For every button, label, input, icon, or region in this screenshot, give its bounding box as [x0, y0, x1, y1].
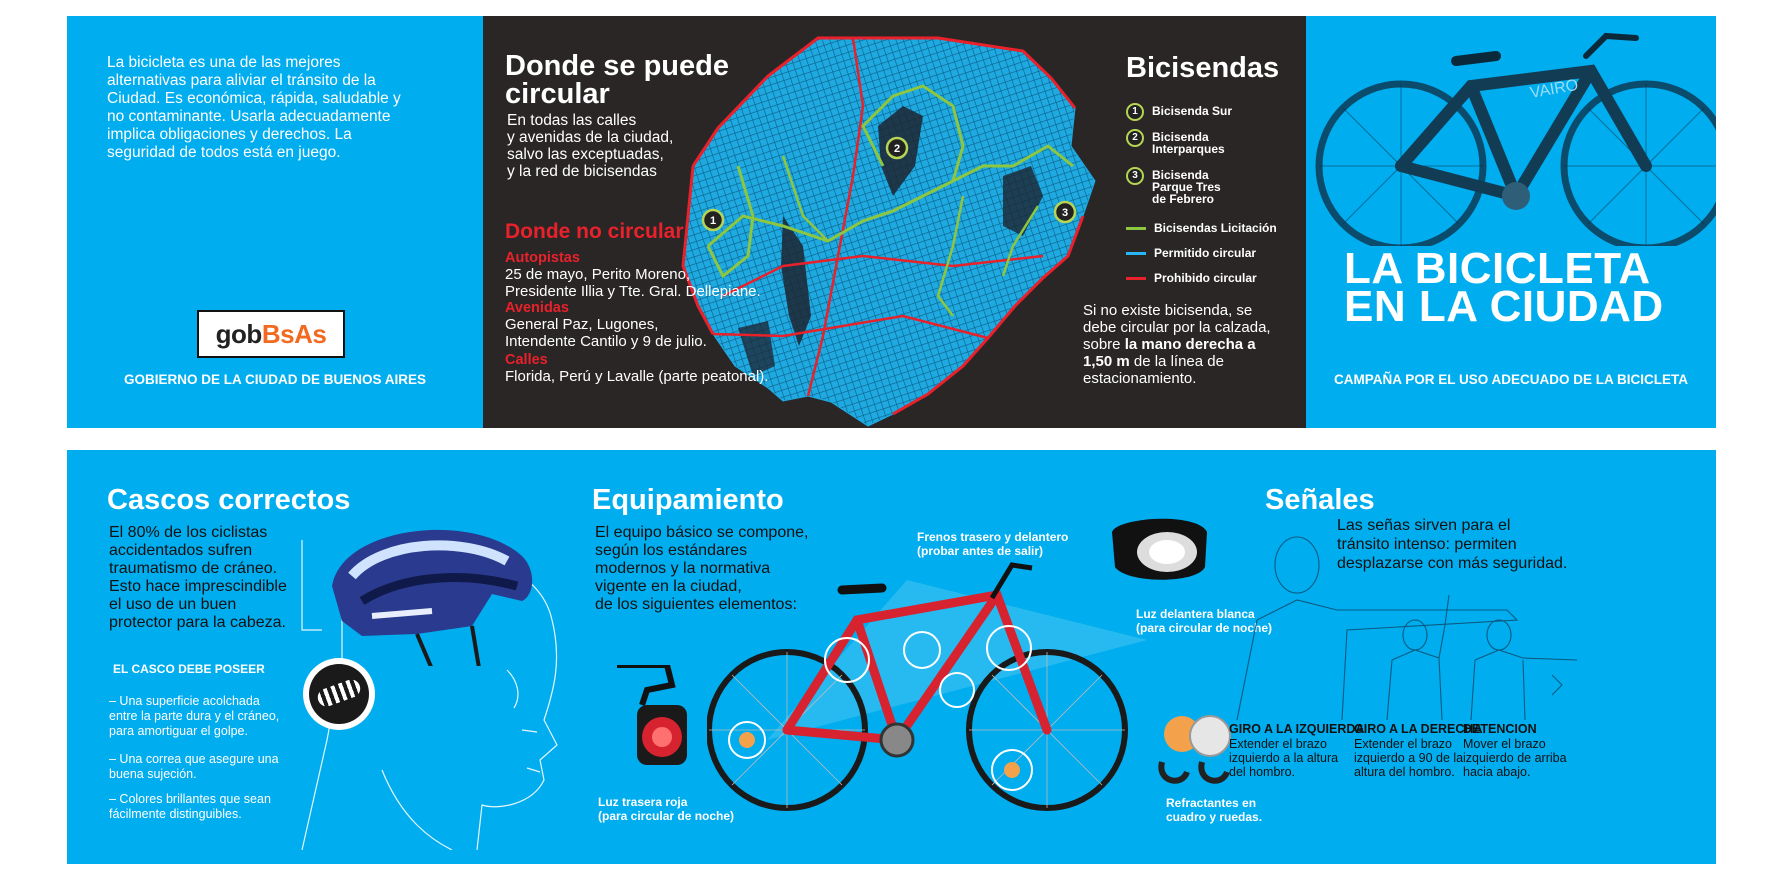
government-label: GOBIERNO DE LA CIUDAD DE BUENOS AIRES	[123, 372, 427, 387]
svg-text:3: 3	[1061, 207, 1069, 219]
signal-right-text: Extender el brazo izquierdo a 90 de la altura del hombro.	[1354, 737, 1464, 779]
helmet-item-2: – Una correa que asegure una buena sujeción.	[109, 752, 279, 781]
avenues-text: General Paz, Lugones, Intendente Cantilo y 9 de julio.	[505, 316, 707, 350]
signals-illustration	[1217, 510, 1617, 730]
map-marker-2	[887, 138, 907, 158]
avenues-heading: Avenidas	[505, 300, 569, 316]
map-panel	[483, 16, 1306, 428]
highways-heading: Autopistas	[505, 250, 580, 266]
legend-line-licitacion: Bicisendas Licitación	[1126, 222, 1277, 234]
bottom-panel	[67, 450, 1716, 864]
map-marker-1	[703, 210, 723, 230]
legend-line-swatch	[1126, 227, 1146, 230]
campaign-panel	[1306, 16, 1716, 428]
svg-text:1: 1	[709, 215, 717, 227]
legend-number: 2	[1126, 129, 1144, 147]
campaign-subtitle: CAMPAÑA POR EL USO ADECUADO DE LA BICICLETA	[1333, 372, 1688, 387]
bicisendas-title: Bicisendas	[1126, 52, 1280, 84]
frame-text: VAIRO	[1528, 76, 1580, 102]
helmet-item-1: – Una superficie acolchada entre la parte dura y el cráneo, para amortiguar el golpe.	[109, 694, 280, 738]
reflectors-caption: Refractantes en cuadro y ruedas.	[1166, 796, 1263, 824]
legend-number: 1	[1126, 103, 1144, 121]
legend-number: 3	[1126, 167, 1144, 185]
signal-right-title: GIRO A LA DERECHA	[1354, 722, 1483, 736]
streets-heading: Calles	[505, 352, 548, 368]
equipment-body: El equipo básico se compone, según los estándares modernos y la normativa vigente en la ciudad, de los siguientes elementos:	[595, 524, 809, 613]
signal-left-text: Extender el brazo izquierdo a la altura del hombro.	[1229, 737, 1339, 779]
helmet-item-3: – Colores brillantes que sean fácilmente distinguibles.	[109, 792, 271, 821]
helmets-body: El 80% de los ciclistas accidentados sufren traumatismo de cráneo. Esto hace imprescindible el uso de un buen protector para la cabeza.	[109, 524, 287, 631]
signal-left-title: GIRO A LA IZQUIERDA	[1229, 722, 1365, 736]
front-light-image	[1107, 512, 1217, 592]
streets-text: Florida, Perú y Lavalle (parte peatonal).	[505, 368, 769, 385]
circulate-body: En todas las calles y avenidas de la ciudad, salvo las exceptuadas, y la red de bicisendas	[507, 112, 674, 180]
intro-panel	[67, 16, 483, 428]
legend-line-swatch	[1126, 252, 1146, 255]
highways-text: 25 de mayo, Perito Moreno, Presidente Illia y Tte. Gral. Dellepiane.	[505, 266, 761, 300]
signals-body: Las señas sirven para el tránsito intenso: permiten desplazarse con más seguridad.	[1337, 517, 1568, 572]
helmet-padding-icon	[303, 658, 375, 730]
helmet-image	[322, 516, 542, 666]
legend-line-permitido: Permitido circular	[1126, 247, 1256, 259]
front-light-caption: Luz delantera blanca (para circular de noche)	[1136, 607, 1273, 635]
signal-stop-title: DETENCION	[1463, 722, 1537, 736]
legend-bicisenda-interparques: 2 Bicisenda Interparques	[1126, 131, 1225, 155]
equipment-bicycle-image	[707, 560, 1167, 820]
helmets-title: Cascos correctos	[107, 484, 351, 516]
brakes-caption: Frenos trasero y delantero (probar antes de salir)	[917, 530, 1069, 558]
legend-line-prohibido: Prohibido circular	[1126, 272, 1257, 284]
legend-line-swatch	[1126, 277, 1146, 280]
signal-stop-text: Mover el brazo izquierdo de arriba hacia abajo.	[1463, 737, 1567, 779]
legend-bicisenda-sur: 1 Bicisenda Sur	[1126, 105, 1232, 121]
road-note: Si no existe bicisenda, se debe circular por la calzada, sobre la mano derecha a 1,50 m de la línea de estacionamiento.	[1083, 302, 1271, 387]
bicycle-image	[1306, 16, 1716, 246]
svg-text:2: 2	[893, 143, 901, 155]
map-marker-3	[1055, 202, 1075, 222]
legend-bicisenda-tres-febrero: 3 Bicisenda Parque Tres de Febrero	[1126, 169, 1221, 205]
signals-title: Señales	[1265, 484, 1375, 516]
rear-light-caption: Luz trasera roja (para circular de noche)	[598, 795, 735, 823]
campaign-title: LA BICICLETA EN LA CIUDAD	[1344, 244, 1664, 331]
gobbsas-logo: gob BsAs	[197, 310, 345, 358]
rear-light-image	[607, 665, 697, 775]
equipment-title: Equipamiento	[592, 484, 784, 516]
helmet-must-have: EL CASCO DEBE POSEER	[113, 662, 265, 676]
no-circulate-title: Donde no circular	[505, 220, 684, 243]
circulate-title: Donde se puede circular	[505, 50, 729, 110]
intro-text: La bicicleta es una de las mejores alternativas para aliviar el tránsito de la Ciudad. Es económica, rápida, saludable y no contaminante. Usarla adecuadamente implica obligaciones y derechos. La seguridad de todos está en juego.	[107, 54, 401, 161]
